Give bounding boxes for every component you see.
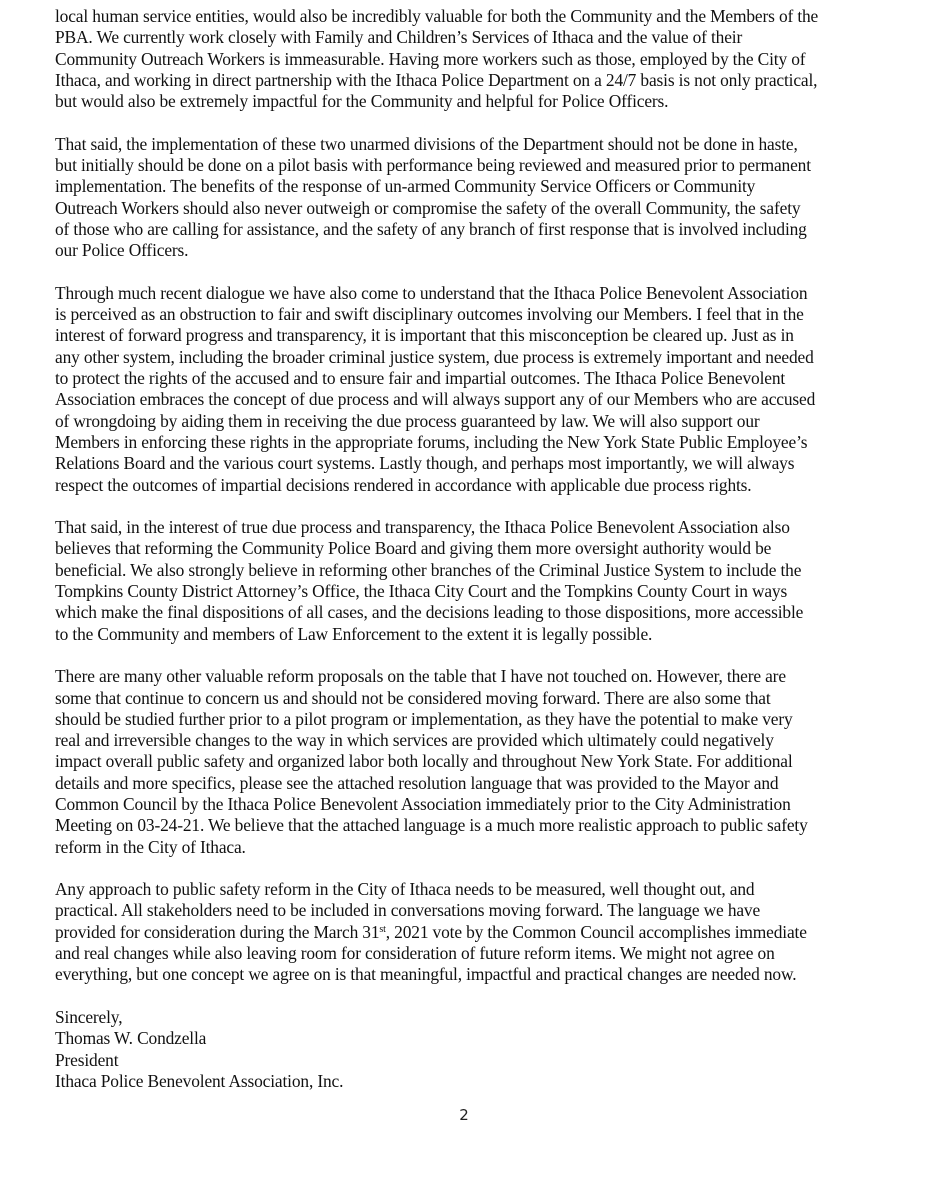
text-line: our Police Officers. — [55, 240, 189, 261]
text-line: Any approach to public safety reform in the City of Ithaca needs to be measured, well thought out, and — [55, 879, 755, 900]
signature-block — [55, 1007, 885, 1092]
text-line: should be studied further prior to a pilot program or implementation, as they have the potential to make very — [55, 708, 793, 729]
text-line: of those who are calling for assistance, and the safety of any branch of first response that is involved including — [55, 218, 807, 239]
document-page — [55, 6, 885, 1092]
salutation: Sincerely, — [55, 1006, 123, 1027]
ordinal-suffix: st — [379, 923, 386, 935]
page-number: 2 — [459, 1106, 469, 1124]
text-line: and real changes while also leaving room for consideration of future reform items. We might not agree on — [55, 943, 775, 964]
paragraph-measured-approach — [55, 879, 885, 985]
text-line: Common Council by the Ithaca Police Benevolent Association immediately prior to the City Administration — [55, 793, 791, 814]
text-line: Meeting on 03-24-21. We believe that the attached language is a much more realistic approach to public safety — [55, 815, 808, 836]
text-line: PBA. We currently work closely with Family and Children’s Services of Ithaca and the value of their — [55, 27, 743, 48]
text-segment: , 2021 vote by the Common Council accomplishes immediate — [385, 921, 807, 942]
text-line: Ithaca, and working in direct partnership with the Ithaca Police Department on a 24/7 basis is not only practical, — [55, 69, 818, 90]
text-line: beneficial. We also strongly believe in reforming other branches of the Criminal Justice System to include the — [55, 559, 802, 580]
text-line: real and irreversible changes to the way in which services are provided which ultimately could negatively — [55, 730, 774, 751]
text-line: everything, but one concept we agree on is that meaningful, impactful and practical changes are needed now. — [55, 964, 797, 985]
text-line: Through much recent dialogue we have also come to understand that the Ithaca Police Benevolent Association — [55, 282, 808, 303]
text-line: local human service entities, would also be incredibly valuable for both the Community and the Members of the — [55, 6, 819, 26]
text-line: Association embraces the concept of due process and will always support any of our Members who are accused — [55, 389, 816, 410]
text-line: respect the outcomes of impartial decisions rendered in accordance with applicable due process rights. — [55, 474, 752, 495]
text-line: to the Community and members of Law Enforcement to the extent it is legally possible. — [55, 623, 653, 644]
text-line: Community Outreach Workers is immeasurable. Having more workers such as those, employed by the City of — [55, 48, 806, 69]
text-line: There are many other valuable reform proposals on the table that I have not touched on. However, there are — [55, 666, 786, 687]
text-line: but initially should be done on a pilot basis with performance being reviewed and measured prior to permanent — [55, 155, 811, 176]
signer-name: Thomas W. Condzella — [55, 1028, 207, 1049]
text-line: any other system, including the broader criminal justice system, due process is extremely important and needed — [55, 346, 814, 367]
text-line: is perceived as an obstruction to fair and swift disciplinary outcomes involving our Members. I feel that in the — [55, 304, 804, 325]
text-line: implementation. The benefits of the response of un-armed Community Service Officers or Community — [55, 176, 756, 197]
text-segment: provided for consideration during the March 31 — [55, 921, 380, 942]
signer-organization: Ithaca Police Benevolent Association, Inc. — [55, 1070, 344, 1091]
text-line: impact overall public safety and organized labor both locally and throughout New York State. For additional — [55, 751, 793, 772]
text-line: That said, in the interest of true due process and transparency, the Ithaca Police Benevolent Association also — [55, 517, 790, 538]
text-line: details and more specifics, please see the attached resolution language that was provided to the Mayor and — [55, 772, 779, 793]
text-line: but would also be extremely impactful for the Community and helpful for Police Officers. — [55, 91, 669, 112]
paragraph-other-proposals — [55, 666, 885, 858]
text-line: practical. All stakeholders need to be included in conversations moving forward. The language we have — [55, 900, 761, 921]
paragraph-community-outreach — [55, 6, 885, 112]
text-line: believes that reforming the Community Police Board and giving them more oversight authority would be — [55, 538, 772, 559]
text-line: some that continue to concern us and should not be considered moving forward. There are also some that — [55, 687, 771, 708]
text-line: interest of forward progress and transparency, it is important that this misconception be cleared up. Just as in — [55, 325, 794, 346]
text-line: of wrongdoing by aiding them in receiving the due process guaranteed by law. We will also support our — [55, 410, 760, 431]
text-line: which make the final dispositions of all cases, and the decisions leading to those dispositions, more accessible — [55, 602, 804, 623]
paragraph-oversight-reform — [55, 517, 885, 645]
text-line: Members in enforcing these rights in the appropriate forums, including the New York State Public Employee’s — [55, 431, 808, 452]
text-line: That said, the implementation of these two unarmed divisions of the Department should not be done in haste, — [55, 133, 798, 154]
text-line-with-date — [55, 922, 885, 943]
paragraph-pilot-implementation — [55, 134, 885, 262]
text-line: Outreach Workers should also never outweigh or compromise the safety of the overall Community, the safety — [55, 197, 801, 218]
text-line: reform in the City of Ithaca. — [55, 836, 246, 857]
signer-title: President — [55, 1049, 119, 1070]
text-line: to protect the rights of the accused and to ensure fair and impartial outcomes. The Ithaca Police Benevolent — [55, 368, 786, 389]
text-line: Relations Board and the various court systems. Lastly though, and perhaps most importantly, we will always — [55, 453, 795, 474]
text-line: Tompkins County District Attorney’s Office, the Ithaca City Court and the Tompkins County Court in ways — [55, 581, 788, 602]
paragraph-due-process — [55, 283, 885, 496]
